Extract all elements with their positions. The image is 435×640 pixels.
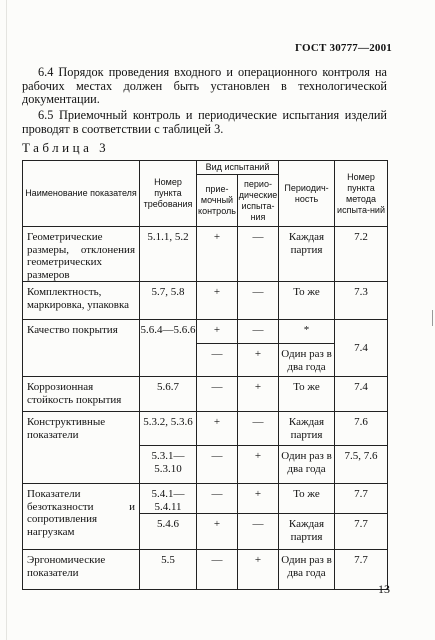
table-row	[23, 484, 388, 514]
table-row	[23, 412, 388, 446]
standard-header: ГОСТ 30777—2001	[295, 42, 392, 54]
table-row	[23, 550, 388, 590]
tests-table	[22, 160, 388, 590]
cell-frequency: То же	[279, 377, 335, 412]
cell-name: Качество покрытия	[23, 320, 140, 377]
table-row	[23, 320, 388, 344]
table-row	[23, 227, 388, 282]
cell-method: 7.2	[335, 227, 388, 282]
cell-method: 7.4	[335, 320, 388, 377]
cell-item: 5.5	[140, 550, 197, 590]
header-tests: Вид испытаний	[197, 161, 279, 175]
header-item: Номер пункта требования	[140, 161, 197, 227]
cell-acceptance: +	[197, 412, 238, 446]
cell-item: 5.3.1—5.3.10	[140, 446, 197, 484]
cell-frequency: То же	[279, 282, 335, 320]
cell-item: 5.6.7	[140, 377, 197, 412]
cell-item: 5.1.1, 5.2	[140, 227, 197, 282]
cell-periodic: —	[238, 227, 279, 282]
cell-frequency: Один раз в два года	[279, 550, 335, 590]
cell-frequency: Каждая партия	[279, 412, 335, 446]
cell-name: Показатели безотказности и сопротивления нагрузкам	[23, 484, 140, 550]
cell-frequency: Один раз в два года	[279, 446, 335, 484]
table-caption: Таблица 3	[22, 140, 110, 155]
cell-name: Геометрические размеры, отклонения геометрических размеров	[23, 227, 140, 282]
cell-periodic: —	[238, 282, 279, 320]
cell-periodic: —	[238, 320, 279, 344]
paragraph-6-4: 6.4 Порядок проведения входного и операционного контроля на рабочих местах должен быть установлен в технологической документации.	[22, 65, 387, 106]
cell-frequency: Каждая партия	[279, 514, 335, 550]
cell-name: Комплектность, маркировка, упаковка	[23, 282, 140, 320]
cell-item: 5.4.1—5.4.11	[140, 484, 197, 514]
cell-periodic: +	[238, 344, 279, 377]
cell-periodic: +	[238, 550, 279, 590]
cell-name: Эргономические показатели	[23, 550, 140, 590]
scan-margin-mark	[432, 310, 433, 326]
header-frequency: Периодич-ность	[279, 161, 335, 227]
cell-periodic: +	[238, 377, 279, 412]
cell-name: Конструктивные показатели	[23, 412, 140, 484]
cell-acceptance: —	[197, 377, 238, 412]
cell-method: 7.6	[335, 412, 388, 446]
cell-method: 7.7	[335, 514, 388, 550]
cell-acceptance: —	[197, 484, 238, 514]
cell-acceptance: +	[197, 320, 238, 344]
cell-method: 7.5, 7.6	[335, 446, 388, 484]
cell-method: 7.3	[335, 282, 388, 320]
cell-frequency: Один раз в два года	[279, 344, 335, 377]
cell-periodic: +	[238, 484, 279, 514]
cell-method: 7.7	[335, 550, 388, 590]
cell-periodic: +	[238, 446, 279, 484]
table-row	[23, 282, 388, 320]
cell-acceptance: +	[197, 282, 238, 320]
cell-method: 7.4	[335, 377, 388, 412]
paragraph-6-5: 6.5 Приемочный контроль и периодические испытания изделий проводят в соответствии с таблицей 3.	[22, 108, 387, 136]
header-acceptance: прие-мочный контроль	[197, 175, 238, 227]
sheet-edge	[6, 0, 7, 640]
cell-periodic: —	[238, 412, 279, 446]
cell-method: 7.7	[335, 484, 388, 514]
table-row	[23, 377, 388, 412]
cell-acceptance: +	[197, 514, 238, 550]
header-name: Наименование показателя	[23, 161, 140, 227]
cell-frequency: Каждая партия	[279, 227, 335, 282]
header-method: Номер пункта метода испыта-ний	[335, 161, 388, 227]
cell-acceptance: +	[197, 227, 238, 282]
cell-frequency: *	[279, 320, 335, 344]
page-number: 13	[378, 582, 390, 596]
cell-acceptance: —	[197, 550, 238, 590]
cell-periodic: —	[238, 514, 279, 550]
cell-item: 5.3.2, 5.3.6	[140, 412, 197, 446]
cell-acceptance: —	[197, 344, 238, 377]
cell-item: 5.4.6	[140, 514, 197, 550]
cell-item: 5.6.4—5.6.6	[140, 320, 197, 377]
cell-name: Коррозионная стойкость покрытия	[23, 377, 140, 412]
cell-frequency: То же	[279, 484, 335, 514]
cell-item: 5.7, 5.8	[140, 282, 197, 320]
cell-acceptance: —	[197, 446, 238, 484]
header-periodic: перио-дические испыта-ния	[238, 175, 279, 227]
